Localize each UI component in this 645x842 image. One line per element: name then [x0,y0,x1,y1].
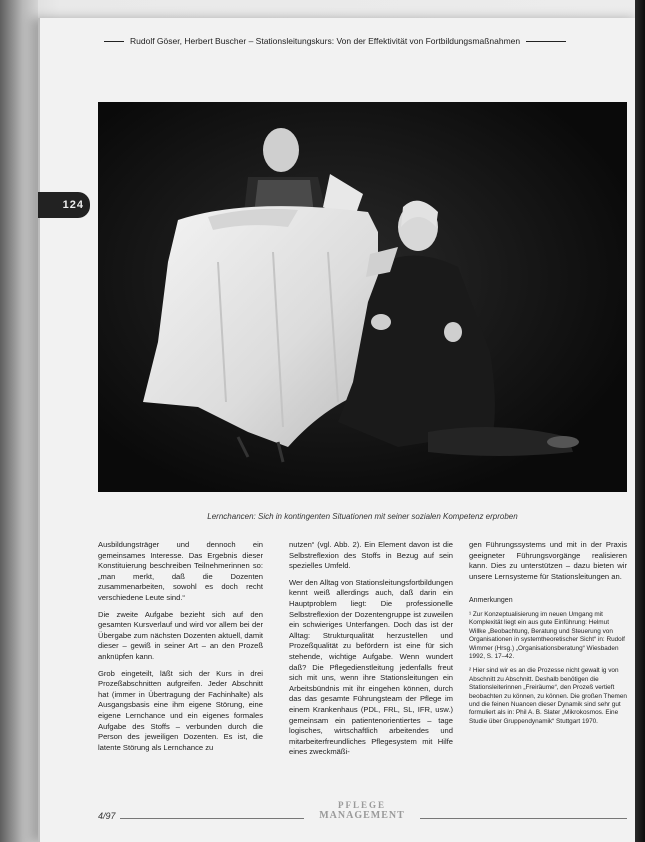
paragraph: Grob eingeteilt, läßt sich der Kurs in drei Prozeßabschnitten aufgreifen. Jeder Abschnitt hat (immer in Übertragung der Fachinhalte) als Ausgangsbasis eine ihm eigene Störung, eine eigene Lernchance und ein eigenes formales Aufgabe des Stoffs – verbunden durch die Person des jeweiligen Dozenten. Es ist, die latente Störung als Lernchance zu [98,668,263,752]
paragraph: Die zweite Aufgabe bezieht sich auf den gesamten Kursverlauf und wird vor allem bei der Übergabe zum nächsten Dozenten aktuell, damit dieser – gewiß in seiner Art – an den Prozeß anknüpfen kann. [98,609,263,661]
header-rule [526,41,566,42]
page-number: 4/97 [98,811,120,821]
footnote: ² Hier sind wir es an die Prozesse nicht gewalt ig von Abschnitt zu Abschnitt. Deshalb benötigen die Stationsleiterinnen „Freiräume“, den Prozeß vertieft beobachten zu können, zu können. Die großen Themen und die feinen Nuancen dieser Dynamik sind sehr gut formuliert als in: Phil A. B. Slater „Mikrokosmos. Eine Studie über Gruppendynamik“ Stuttgart 1970. [469,667,627,725]
running-header [104,36,624,46]
footnote: ¹ Zur Konzeptualisierung im neuen Umgang mit Komplexität liegt ein aus gute Einführung: Helmut Willke „Beobachtung, Beratung und Steuerung von Organisationen in systemtheoretischer Sicht“ in: Rudolf Wimmer (Hrsg.) „Organisationsberatung“ Wiesbaden 1992, S. 17–42. [469,610,625,660]
magazine-logo [304,800,420,821]
text-column-2 [289,540,453,764]
binding-shadow [0,0,38,842]
right-edge-shadow [635,0,645,842]
page-tab-marker: 124 [38,192,90,218]
header-dash [104,41,124,42]
text-column-1 [98,540,263,759]
notes-heading: Anmerkungen [469,597,513,605]
logo-line-1: PFLEGE [337,800,386,810]
paragraph: gen Führungssystems und mit in der Praxis geeigneter Führungsvorgänge realisieren kann. Dies zu unterstützen – dazu bieten wir unsere Lernsysteme für Stationsleitungen an. [469,540,627,581]
logo-line-2: MANAGEMENT [319,810,405,821]
photograph [98,102,627,492]
paragraph: Ausbildungsträger und dennoch ein gemeinsames Interesse. Das Ergebnis dieser Konstituierung beschreiben Teilnehmerinnen so: „man merkt, daß die Dozenten zusammenarbeiten, sowohl es doch recht verschiedene Leute sind.“ [98,540,263,602]
header-text: Rudolf Göser, Herbert Buscher – Stationsleitungskurs: Von der Effektivität von Fortbildungsmaßnahmen [130,36,521,46]
photo-caption: Lernchancen: Sich in kontingenten Situationen mit seiner sozialen Kompetenz erproben [207,512,518,521]
paragraph: nutzen“ (vgl. Abb. 2). Ein Element davon ist die Selbstreflexion des Stoffs in Bezug auf sein spezielles Umfeld. [289,540,453,571]
paragraph: Wer den Alltag von Stationsleitungsfortbildungen kennt weiß allerdings auch, daß darin ein Hauptproblem liegt: Die professionelle Selbstreflexion der Dozentengruppe ist zuweilen ein schwieriges Unterfangen. Doch das ist der Alltag: Strukturqualität herzustellen und Prozeßqualität zu befördern ist eine für sich stehende, wichtige Aufgabe. Wenn wundert daß? Die Pflegedienstleitung jedenfalls freut sich mit uns, wenn ihre Stationsleitungen ein Arbeitsbündnis mit ihr eingehen können, durch das das gesamte Führungsteam der Pflege im einem Krankenhaus (PDL, FRL, SL, IFR, usw.) gemeinsam ein patientenorientiertes – tage logisches, wirtschaftlich arbeitendes und mitarbeiterfreundliches Pflegesystem mit Hilfe eines zweckmäßi- [289,577,453,757]
text-column-3 [469,540,627,732]
photo-illustration [98,102,627,492]
